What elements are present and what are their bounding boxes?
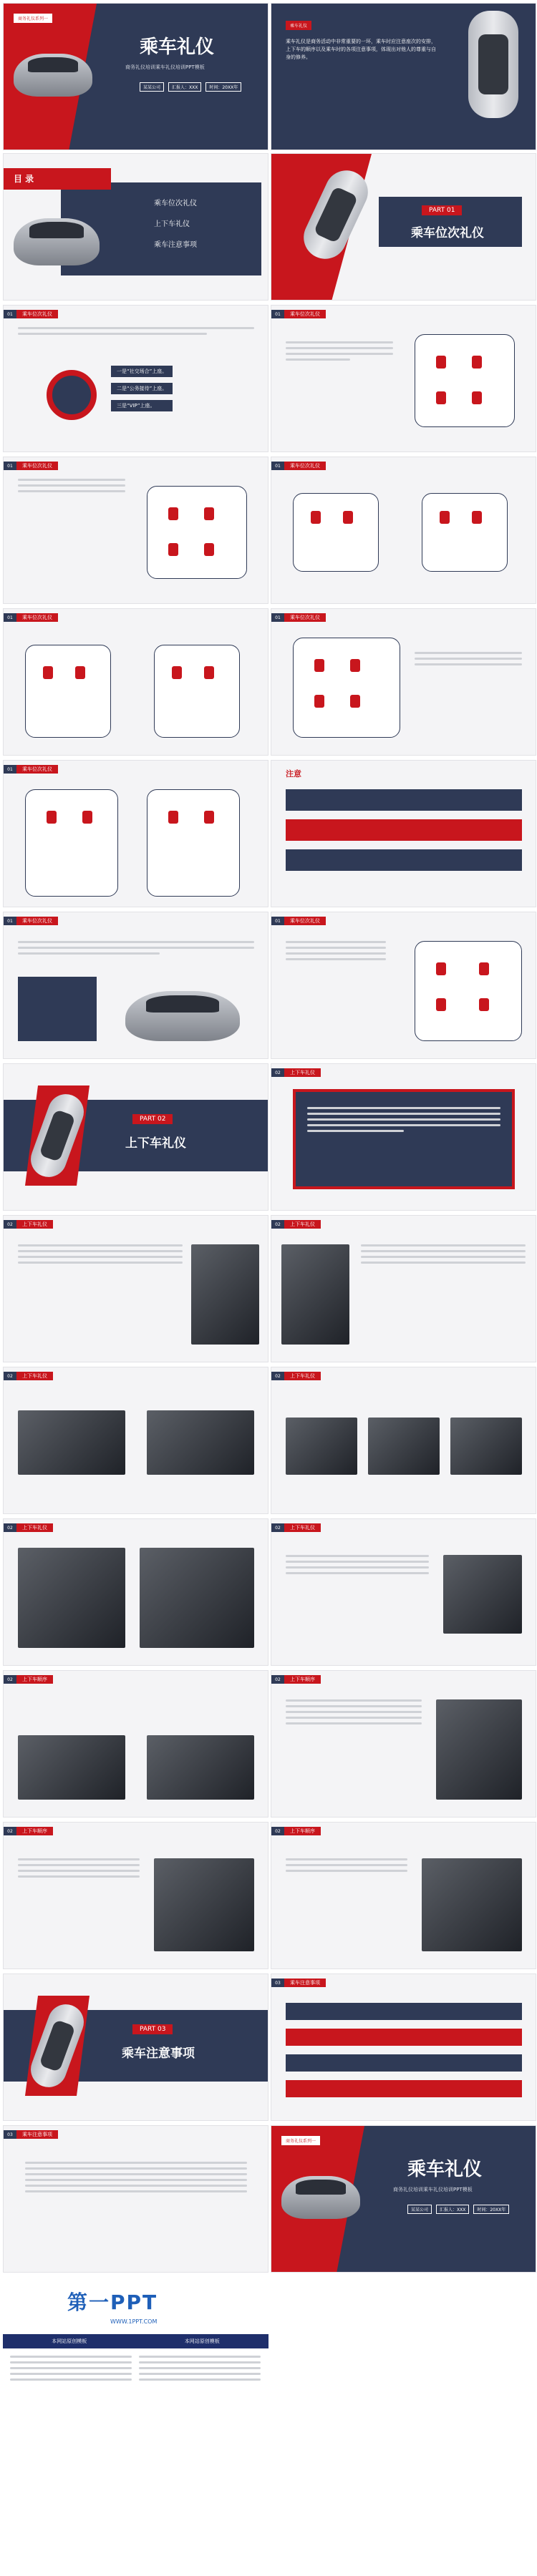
section-title: 乘车位次礼仪 [16, 613, 58, 622]
section-title: 上下车顺序 [284, 1675, 321, 1684]
seat [314, 659, 324, 672]
photo [140, 1548, 254, 1648]
toc-item-3[interactable]: 乘车注意事项 [154, 241, 197, 249]
slide-updown-4: 02 上下车礼仪 [3, 1367, 268, 1514]
section-title: 乘车位次礼仪 [16, 462, 58, 470]
photo [436, 1699, 522, 1800]
seat [436, 391, 446, 404]
seat-rule-3: 三是“VIP”上座。 [111, 400, 173, 411]
seat [47, 811, 57, 824]
seat [168, 811, 178, 824]
slide-seat-8: 01 乘车位次礼仪 [3, 912, 268, 1059]
seat [82, 811, 92, 824]
part01-label: PART 01 [422, 205, 462, 215]
intro-text: 乘车礼仪是商务活动中非常重要的一环，乘车时应注意座次的安排，上下车的顺序以及乘车时的各项注意事项，体现出对他人的尊重与自身的修养。 [286, 39, 436, 61]
section-title: 上下车礼仪 [16, 1523, 53, 1532]
slide-seat-5: 01 乘车位次礼仪 [3, 608, 268, 756]
slide-intro [271, 3, 536, 150]
slide-part01 [271, 153, 536, 301]
part03-title: 乘车注意事项 [122, 2046, 195, 2061]
slide-cover [3, 3, 268, 150]
photo [154, 1858, 254, 1951]
toc-title: 目 录 [14, 174, 34, 184]
section-title: 乘车位次礼仪 [284, 310, 326, 318]
seat-diagram [293, 638, 400, 738]
slide-part02 [3, 1063, 268, 1211]
seat [472, 356, 482, 369]
seat-diagram [415, 334, 515, 427]
part02-label: PART 02 [132, 1114, 173, 1124]
footer-brand [3, 2277, 268, 2424]
section-title: 上下车顺序 [284, 1827, 321, 1835]
cover-title: 乘车礼仪 [140, 36, 215, 58]
slide-seat-1: 01 乘车位次礼仪 一是“社交场合”上座。 二是“公务接待”上座。 三是“VIP”上座。 [3, 305, 268, 452]
section-title: 乘车位次礼仪 [16, 310, 58, 318]
seat [479, 998, 489, 1011]
slide-seat-3: 01 乘车位次礼仪 [3, 457, 268, 604]
part03-label: PART 03 [132, 2024, 173, 2034]
photo [191, 1244, 259, 1345]
slide-updown-3: 02 上下车礼仪 [271, 1215, 536, 1362]
meta-date: 时间：20XX年 [205, 82, 241, 92]
seat [204, 666, 214, 679]
part02-title: 上下车礼仪 [125, 1136, 186, 1151]
seat [168, 543, 178, 556]
brand-logo: 第一PPT [67, 2290, 158, 2314]
slide-seat-6: 01 乘车位次礼仪 [271, 608, 536, 756]
seat-diagram [415, 941, 522, 1041]
slide-seat-9: 01 乘车位次礼仪 [271, 912, 536, 1059]
seat-diagram [154, 645, 240, 738]
notice-title: 注意 [286, 769, 301, 779]
seat-diagram [422, 493, 508, 572]
photo [450, 1418, 522, 1475]
seat [436, 962, 446, 975]
ending-subtitle: 商务礼仪培训乘车礼仪培训PPT模板 [393, 2187, 473, 2192]
photo [18, 1410, 125, 1475]
photo [18, 1735, 125, 1800]
section-title: 上下车礼仪 [16, 1220, 53, 1229]
section-title: 上下车礼仪 [284, 1372, 321, 1380]
section-title: 乘车位次礼仪 [284, 613, 326, 622]
meta-presenter: 汇报人：XXX [436, 2205, 469, 2214]
seat [436, 998, 446, 1011]
car-topview-image [468, 11, 518, 118]
seat [479, 962, 489, 975]
section-title: 上下车顺序 [16, 1675, 53, 1684]
seat [440, 511, 450, 524]
photo [368, 1418, 440, 1475]
photo [147, 1410, 254, 1475]
slide-order-1: 02 上下车顺序 [3, 1670, 268, 1818]
slide-ending [271, 2125, 536, 2273]
slide-updown-7: 02 上下车礼仪 [271, 1518, 536, 1666]
seat [350, 695, 360, 708]
seat [43, 666, 53, 679]
meta-company: 某某公司 [407, 2205, 432, 2214]
brand-url: WWW.1PPT.COM [110, 2318, 158, 2325]
section-title: 上下车礼仪 [284, 1068, 321, 1077]
slide-updown-1: 02 上下车礼仪 [271, 1063, 536, 1211]
slide-seat-2: 01 乘车位次礼仪 [271, 305, 536, 452]
section-title: 乘车注意事项 [16, 2130, 58, 2139]
photo [422, 1858, 522, 1951]
slide-seat-7: 01 乘车位次礼仪 [3, 760, 268, 907]
slide-notice [271, 760, 536, 907]
seat [314, 695, 324, 708]
cover-subtitle: 商务礼仪培训乘车礼仪培训PPT模板 [125, 64, 205, 70]
photo [281, 1244, 349, 1345]
suv-image [125, 991, 240, 1041]
section-title: 乘车位次礼仪 [16, 765, 58, 774]
slide-toc [3, 153, 268, 301]
section-title: 上下车礼仪 [284, 1523, 321, 1532]
photo [147, 1735, 254, 1800]
seat-diagram [147, 486, 247, 579]
seat [472, 511, 482, 524]
seat-rule-1: 一是“社交场合”上座。 [111, 366, 173, 377]
slide-updown-6: 02 上下车礼仪 [3, 1518, 268, 1666]
seat [311, 511, 321, 524]
slide-order-2: 02 上下车顺序 [271, 1670, 536, 1818]
slide-order-4: 02 上下车顺序 [271, 1822, 536, 1969]
car-image [14, 54, 92, 97]
slide-part03 [3, 1974, 268, 2121]
seat [436, 356, 446, 369]
section-title: 上下车礼仪 [16, 1372, 53, 1380]
slide-seat-4: 01 乘车位次礼仪 [271, 457, 536, 604]
meta-company: 某某公司 [140, 82, 164, 92]
seat [204, 543, 214, 556]
seat [172, 666, 182, 679]
part01-title: 乘车位次礼仪 [411, 226, 484, 240]
slide-notes-2: 03 乘车注意事项 [3, 2125, 268, 2273]
ending-title: 乘车礼仪 [407, 2159, 483, 2180]
section-title: 乘车位次礼仪 [16, 917, 58, 925]
toc-item-2[interactable]: 上下车礼仪 [154, 220, 190, 228]
slide-updown-2: 02 上下车礼仪 [3, 1215, 268, 1362]
seat [472, 391, 482, 404]
steering-wheel-icon [47, 370, 97, 420]
photo [18, 1548, 125, 1648]
section-title: 乘车位次礼仪 [284, 462, 326, 470]
footer-left-title: 本网站原创模板 [52, 2338, 87, 2344]
seat-diagram [147, 789, 240, 897]
series-tag: 商务礼仪系列一 [14, 14, 52, 23]
section-title: 乘车注意事项 [284, 1979, 326, 1987]
car-image [14, 218, 100, 265]
car-image [281, 2176, 360, 2219]
seat [343, 511, 353, 524]
footer-right-title: 本网站原创模板 [184, 2338, 220, 2344]
seat [168, 507, 178, 520]
slide-notes-1: 03 乘车注意事项 [271, 1974, 536, 2121]
slide-updown-5: 02 上下车礼仪 [271, 1367, 536, 1514]
photo [443, 1555, 522, 1634]
section-title: 上下车顺序 [16, 1827, 53, 1835]
toc-item-1[interactable]: 乘车位次礼仪 [154, 200, 197, 208]
photo [286, 1418, 357, 1475]
intro-tag: 乘车礼仪 [286, 21, 311, 30]
seat [350, 659, 360, 672]
meta-date: 时间：20XX年 [473, 2205, 509, 2214]
slide-order-3: 02 上下车顺序 [3, 1822, 268, 1969]
series-tag: 商务礼仪系列一 [281, 2136, 320, 2145]
seat-diagram [25, 645, 111, 738]
seat [204, 811, 214, 824]
section-title: 上下车礼仪 [284, 1220, 321, 1229]
section-title: 乘车位次礼仪 [284, 917, 326, 925]
seat-diagram [293, 493, 379, 572]
seat [75, 666, 85, 679]
meta-presenter: 汇报人：XXX [168, 82, 201, 92]
seat [204, 507, 214, 520]
seat-diagram [25, 789, 118, 897]
seat-rule-2: 二是“公务接待”上座。 [111, 383, 173, 394]
